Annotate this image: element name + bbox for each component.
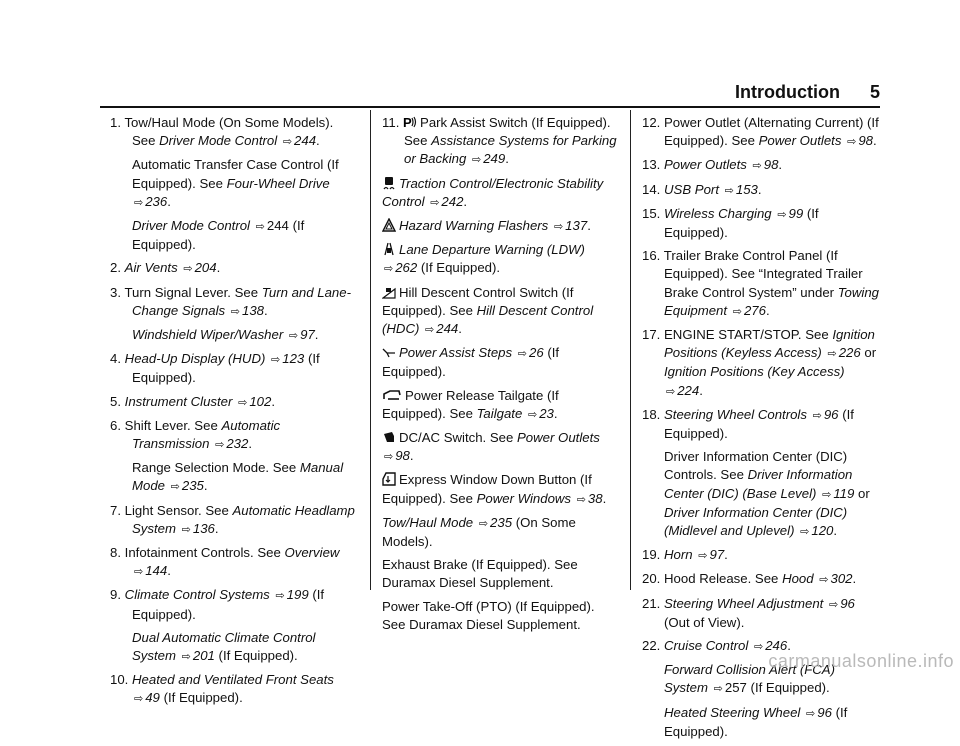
page-ref-icon: ⇨ bbox=[777, 208, 787, 221]
page-ref-icon: ⇨ bbox=[847, 136, 857, 149]
cross-reference-link[interactable]: Overview bbox=[284, 545, 340, 561]
cross-reference-link[interactable]: Windshield Wiper/Washer bbox=[132, 327, 284, 343]
list-item: 5. Instrument Cluster ⇨ 102. bbox=[110, 393, 275, 409]
list-item: 21. Steering Wheel Adjustment ⇨ 96 (Out of View). bbox=[642, 595, 855, 630]
cross-reference-link[interactable]: Manual Mode bbox=[132, 460, 344, 494]
page-ref-icon: ⇨ bbox=[812, 409, 822, 422]
cross-reference-link[interactable]: Heated Steering Wheel bbox=[664, 704, 801, 720]
cross-reference-link[interactable]: Traction Control/Electronic Stability Control bbox=[382, 175, 604, 209]
page-ref-icon: ⇨ bbox=[215, 439, 225, 452]
column-divider bbox=[370, 110, 371, 590]
list-subitem: Automatic Transfer Case Control (If Equipped). See Four-Wheel Drive ⇨ 236. bbox=[132, 157, 339, 209]
page-ref-icon: ⇨ bbox=[527, 408, 538, 421]
cross-reference-link[interactable]: Instrument Cluster bbox=[124, 393, 233, 409]
cross-reference-link[interactable]: Ignition Positions (Keyless Access) bbox=[664, 327, 875, 361]
list-subitem: Driver Mode Control ⇨ 244 (If Equipped). bbox=[132, 218, 305, 253]
cross-reference-link[interactable]: Heated and Ventilated Front Seats bbox=[132, 672, 334, 688]
list-subitem: Hazard Warning Flashers ⇨ 137. bbox=[382, 217, 617, 236]
column-2 bbox=[382, 114, 617, 639]
cross-reference-link[interactable]: Driver Mode Control bbox=[132, 218, 250, 234]
page-ref-icon: ⇨ bbox=[724, 184, 734, 197]
page-header bbox=[100, 80, 880, 106]
page-ref-icon: ⇨ bbox=[238, 396, 248, 409]
list-subitem: Lane Departure Warning (LDW) ⇨ 262 (If Equipped). bbox=[384, 242, 585, 276]
cross-reference-link[interactable]: Steering Wheel Controls bbox=[664, 406, 807, 422]
page-ref-icon: ⇨ bbox=[553, 221, 564, 234]
cross-reference-link[interactable]: Air Vents bbox=[124, 260, 178, 276]
cross-reference-link[interactable]: Automatic Headlamp System bbox=[132, 502, 355, 536]
page-ref-icon: ⇨ bbox=[134, 566, 144, 579]
list-subitem: Power Release Tailgate (If Equipped). See Tailgate ⇨ 23. bbox=[382, 387, 559, 421]
page-ref-icon: ⇨ bbox=[732, 305, 742, 318]
watermark: carmanualsonline.info bbox=[768, 651, 954, 671]
cross-reference-link[interactable]: Turn and Lane-Change Signals bbox=[132, 284, 351, 318]
list-item: 6. Shift Lever. See Automatic Transmission ⇨ 232. bbox=[110, 417, 281, 452]
express-window-icon bbox=[382, 472, 396, 486]
list-item: 20. Hood Release. See Hood ⇨ 302. bbox=[642, 571, 857, 587]
page-ref-icon: ⇨ bbox=[384, 451, 394, 464]
page-ref-icon: ⇨ bbox=[282, 136, 293, 149]
page-number: 5 bbox=[869, 82, 880, 102]
list-item: 10. Heated and Ventilated Front Seats ⇨ 49 (If Equipped). bbox=[110, 672, 334, 706]
cross-reference-link[interactable]: Wireless Charging bbox=[664, 205, 772, 221]
page-ref-icon: ⇨ bbox=[275, 590, 285, 603]
page-ref-icon: ⇨ bbox=[713, 683, 723, 696]
page-ref-icon: ⇨ bbox=[576, 493, 586, 506]
list-subitem: Range Selection Mode. See Manual Mode ⇨ 235. bbox=[132, 460, 344, 494]
list-item: 15. Wireless Charging ⇨ 99 (If Equipped). bbox=[642, 205, 819, 241]
column-1 bbox=[110, 114, 360, 714]
cross-reference-link[interactable]: Cruise Control bbox=[664, 638, 749, 654]
power-steps-icon bbox=[382, 345, 396, 359]
list-item: 8. Infotainment Controls. See Overview ⇨ 144. bbox=[110, 545, 340, 579]
cross-reference-link[interactable]: Driver Information Center (DIC) (Base Level) bbox=[664, 467, 853, 501]
cross-reference-link[interactable]: Dual Automatic Climate Control System bbox=[132, 629, 316, 664]
list-subitem: Dual Automatic Climate Control System ⇨ 201 (If Equipped). bbox=[132, 629, 316, 664]
page-ref-icon: ⇨ bbox=[752, 160, 762, 173]
cross-reference-link[interactable]: Power Outlets bbox=[758, 133, 842, 149]
list-item: 16. Trailer Brake Control Panel (If Equipped). See “Integrated Trailer Brake Control System” under Towing Equipment ⇨ 276. bbox=[642, 248, 880, 318]
page-ref-icon: ⇨ bbox=[666, 385, 676, 398]
page-ref-icon: ⇨ bbox=[517, 348, 528, 361]
list-item: 4. Head-Up Display (HUD) ⇨ 123 (If Equipped). bbox=[110, 351, 320, 386]
cross-reference-link[interactable]: Lane Departure Warning (LDW) bbox=[399, 242, 585, 258]
cross-reference-link[interactable]: Assistance Systems for Parking or Backing bbox=[404, 133, 617, 167]
list-subitem: Exhaust Brake (If Equipped). See Duramax Diesel Supplement. bbox=[382, 557, 578, 591]
traction-control-icon bbox=[382, 176, 396, 190]
list-subitem: Power Take-Off (PTO) (If Equipped). See Duramax Diesel Supplement. bbox=[382, 598, 595, 632]
park-assist-icon bbox=[403, 115, 417, 129]
cross-reference-link[interactable]: Power Outlets bbox=[517, 430, 600, 446]
cross-reference-link[interactable]: Power Outlets bbox=[664, 157, 747, 173]
list-item: 19. Horn ⇨ 97. bbox=[642, 547, 728, 563]
list-item: 7. Light Sensor. See Automatic Headlamp System ⇨ 136. bbox=[110, 502, 355, 536]
cross-reference-link[interactable]: Head-Up Display (HUD) bbox=[124, 351, 266, 367]
page-ref-icon: ⇨ bbox=[271, 354, 281, 367]
hill-descent-icon bbox=[382, 285, 396, 299]
list-item: 9. Climate Control Systems ⇨ 199 (If Equipped). bbox=[110, 587, 325, 622]
cross-reference-link[interactable]: Tailgate bbox=[476, 405, 523, 421]
page-ref-icon: ⇨ bbox=[829, 598, 839, 611]
cross-reference-link[interactable]: Steering Wheel Adjustment bbox=[664, 595, 824, 611]
list-item: 3. Turn Signal Lever. See Turn and Lane-Change Signals ⇨ 138. bbox=[110, 284, 351, 318]
cross-reference-link[interactable]: Power Windows bbox=[476, 490, 572, 506]
list-item: 2. Air Vents ⇨ 204. bbox=[110, 260, 221, 276]
list-subitem: Forward Collision Alert (FCA) System ⇨ 257 (If Equipped). bbox=[664, 662, 835, 696]
tailgate-icon bbox=[382, 388, 402, 402]
page-ref-icon: ⇨ bbox=[183, 263, 193, 276]
list-subitem: Tow/Haul Mode ⇨ 235 (On Some Models). bbox=[382, 514, 576, 550]
cross-reference-link[interactable]: Driver Mode Control bbox=[159, 133, 278, 149]
page-ref-icon: ⇨ bbox=[819, 574, 829, 587]
page-ref-icon: ⇨ bbox=[230, 305, 241, 318]
page-ref-icon: ⇨ bbox=[478, 517, 489, 530]
cross-reference-link[interactable]: Tow/Haul Mode bbox=[382, 514, 474, 530]
power-outlet-icon bbox=[382, 430, 396, 444]
list-item: 14. USB Port ⇨ 153. bbox=[642, 181, 762, 197]
page-ref-icon: ⇨ bbox=[753, 641, 764, 654]
list-subitem: Express Window Down Button (If Equipped). See Power Windows ⇨ 38. bbox=[382, 472, 607, 506]
page-ref-icon: ⇨ bbox=[806, 707, 816, 720]
cross-reference-link[interactable]: Hood bbox=[782, 571, 814, 587]
cross-reference-link[interactable]: Towing Equipment bbox=[664, 284, 880, 318]
page-ref-icon: ⇨ bbox=[698, 550, 708, 563]
page-ref-icon: ⇨ bbox=[425, 324, 435, 337]
section-title: Introduction bbox=[735, 82, 840, 102]
list-item: 22. Cruise Control ⇨ 246. bbox=[642, 638, 791, 654]
cross-reference-link[interactable]: Horn bbox=[664, 547, 693, 563]
page-ref-icon: ⇨ bbox=[134, 196, 144, 209]
list-item: 12. Power Outlet (Alternating Current) (If Equipped). See Power Outlets ⇨ 98. bbox=[642, 115, 879, 149]
list-subitem: Windshield Wiper/Washer ⇨ 97. bbox=[132, 327, 319, 343]
list-item: 17. ENGINE START/STOP. See Ignition Positions (Keyless Access) ⇨ 226 or Ignition Positions (Key Access) ⇨ 224. bbox=[642, 327, 877, 398]
cross-reference-link[interactable]: Hazard Warning Flashers bbox=[399, 218, 549, 234]
list-subitem: Heated Steering Wheel ⇨ 96 (If Equipped). bbox=[664, 704, 848, 739]
cross-reference-link[interactable]: Ignition Positions (Key Access) bbox=[664, 364, 845, 380]
page-ref-icon: ⇨ bbox=[384, 263, 394, 276]
page-ref-icon: ⇨ bbox=[827, 348, 837, 361]
list-item: 18. Steering Wheel Controls ⇨ 96 (If Equipped). bbox=[642, 406, 854, 442]
list-subitem: DC/AC Switch. See Power Outlets ⇨ 98. bbox=[384, 430, 600, 464]
page-ref-icon: ⇨ bbox=[471, 154, 482, 167]
cross-reference-link[interactable]: Forward Collision Alert (FCA) System bbox=[664, 662, 835, 696]
cross-reference-link[interactable]: USB Port bbox=[664, 181, 719, 197]
cross-reference-link[interactable]: Four-Wheel Drive bbox=[226, 175, 330, 191]
page-ref-icon: ⇨ bbox=[255, 221, 265, 234]
hazard-triangle-icon bbox=[382, 218, 396, 232]
list-item: 11. P Park Assist Switch (If Equipped). See Assistance Systems for Parking or Backing ⇨ 249. bbox=[382, 115, 617, 167]
list-subitem: Hill Descent Control Switch (If Equipped). See Hill Descent Control (HDC) ⇨ 244. bbox=[382, 284, 594, 337]
cross-reference-link[interactable]: Climate Control Systems bbox=[124, 587, 270, 603]
list-subitem: Driver Information Center (DIC) Controls. See Driver Information Center (DIC) (Base Level) ⇨ 119 or Driver Information Center (DIC) (Midlevel and Uplevel) ⇨ 120. bbox=[664, 449, 870, 539]
lane-departure-icon bbox=[382, 242, 396, 256]
page-ref-icon: ⇨ bbox=[430, 196, 440, 209]
list-item: 13. Power Outlets ⇨ 98. bbox=[642, 157, 783, 173]
list-item: 1. Tow/Haul Mode (On Some Models). See Driver Mode Control ⇨ 244. bbox=[110, 115, 334, 149]
cross-reference-link[interactable]: Automatic Transmission bbox=[132, 417, 281, 452]
page-ref-icon: ⇨ bbox=[170, 481, 180, 494]
page-ref-icon: ⇨ bbox=[800, 526, 810, 539]
page-ref-icon: ⇨ bbox=[181, 523, 191, 536]
cross-reference-link[interactable]: Hill Descent Control (HDC) bbox=[382, 302, 594, 337]
page-ref-icon: ⇨ bbox=[181, 651, 191, 664]
header-rule bbox=[100, 106, 880, 108]
svg-text:P: P bbox=[403, 115, 412, 129]
page-ref-icon: ⇨ bbox=[822, 488, 832, 501]
cross-reference-link[interactable]: Driver Information Center (DIC) (Midlevel and Uplevel) bbox=[664, 504, 848, 539]
page-ref-icon: ⇨ bbox=[288, 330, 299, 343]
list-subitem: Power Assist Steps ⇨ 26 (If Equipped). bbox=[382, 345, 560, 380]
column-divider bbox=[630, 110, 631, 590]
list-subitem: Traction Control/Electronic Stability Control ⇨ 242. bbox=[382, 175, 604, 209]
page-ref-icon: ⇨ bbox=[134, 693, 144, 706]
cross-reference-link[interactable]: Power Assist Steps bbox=[399, 345, 513, 361]
